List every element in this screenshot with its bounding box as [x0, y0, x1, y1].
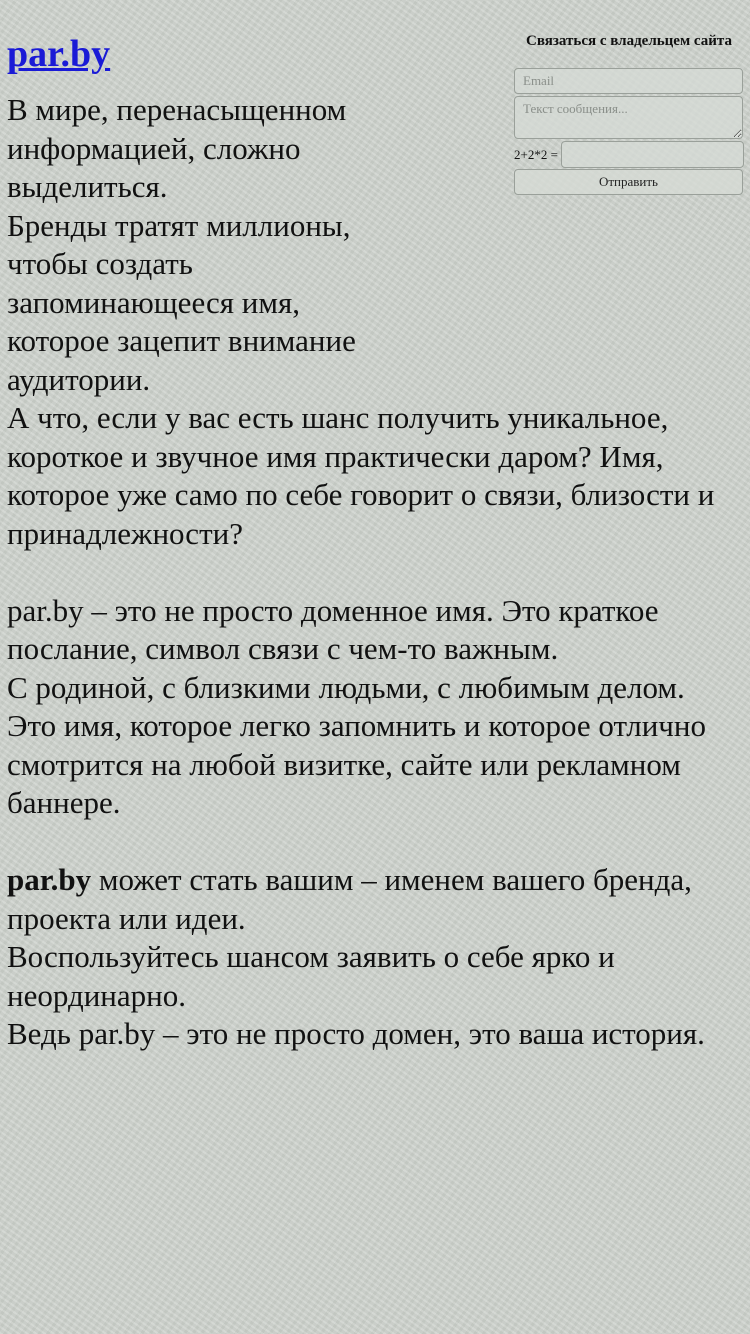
captcha-label: 2+2*2 = [514, 146, 558, 162]
middle-paragraph: par.by – это не просто доменное имя. Это краткое послание, символ связи с чем-то важным. [7, 592, 659, 666]
middle-paragraph: Это имя, которое легко запомнить и которое отлично смотрится на любой визитке, сайте или рекламном баннере. [7, 708, 706, 820]
final-text: может стать вашим – именем вашего бренда, проекта или идеи. [7, 862, 692, 936]
spacer [7, 553, 745, 592]
site-title [7, 32, 110, 76]
final-paragraph [7, 861, 745, 938]
spacer [7, 823, 745, 862]
contact-form-title: Связаться с владельцем сайта [526, 33, 732, 49]
middle-paragraph: С родиной, с близкими людьми, с любимым делом. [7, 669, 685, 705]
intro-paragraph [7, 207, 745, 400]
main-content [7, 91, 745, 1054]
intro-text: Бренды тратят миллионы, чтобы создать запоминающееся имя, которое зацепит внимание аудитории. [7, 207, 356, 397]
site-title-link[interactable]: par.by [7, 33, 111, 75]
intro-paragraph: В мире, перенасыщенном информацией, сложно выделиться. [7, 92, 347, 204]
intro-paragraph: А что, если у вас есть шанс получить уникальное, короткое и звучное имя практически даром? Имя, которое уже само по себе говорит о связи, близости и принадлежности? [7, 400, 715, 551]
final-paragraph: Ведь par.by – это не просто домен, это ваша история. [7, 1016, 705, 1051]
domain-name-bold: par.by [7, 862, 92, 897]
final-paragraph: Воспользуйтесь шансом заявить о себе ярко и неординарно. [7, 939, 615, 1013]
send-button[interactable]: Отправить [514, 169, 743, 195]
